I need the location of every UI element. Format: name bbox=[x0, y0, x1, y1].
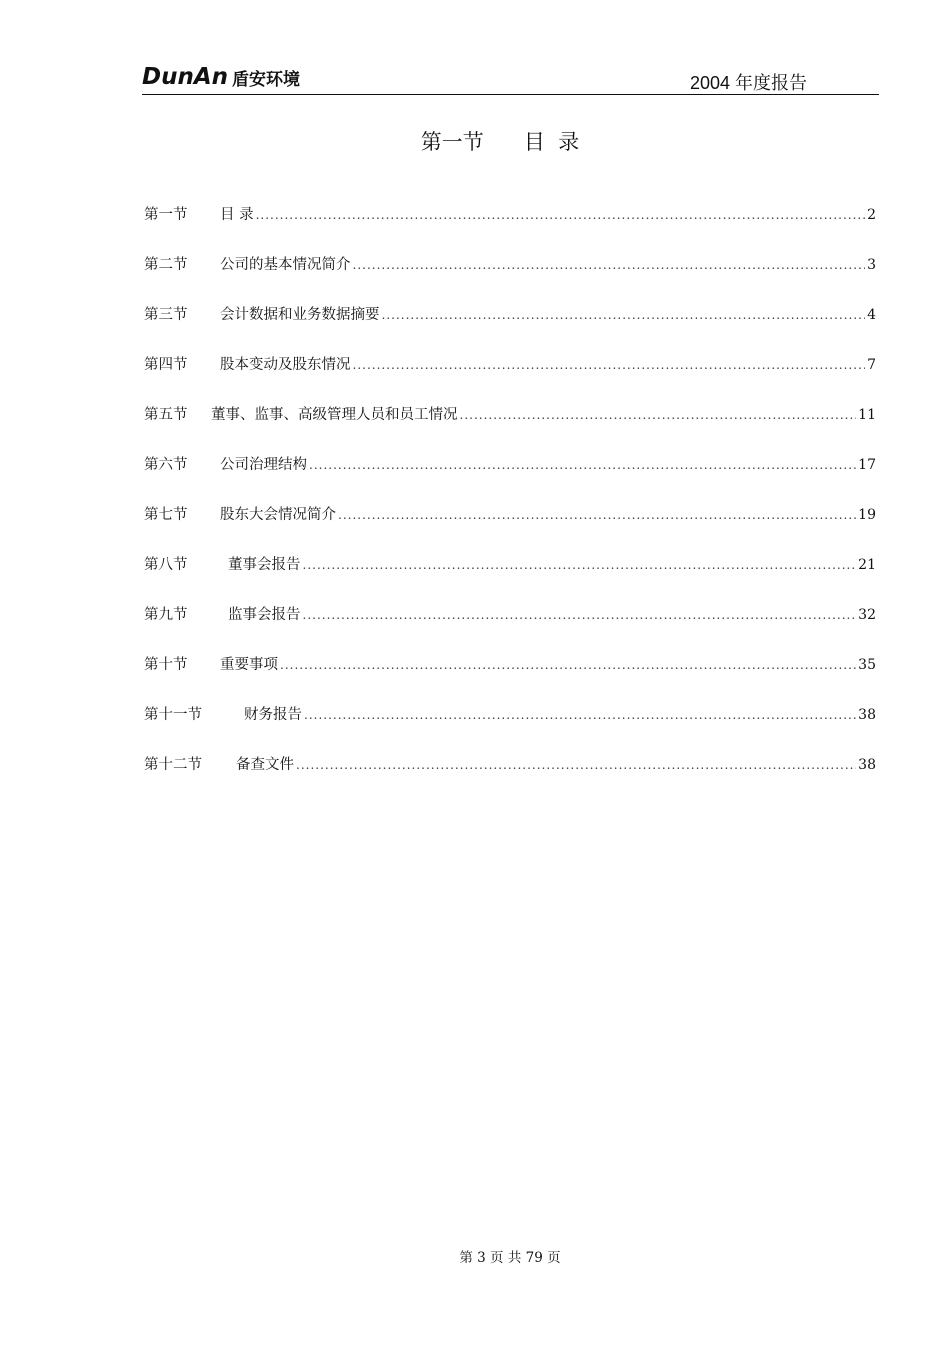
toc-entry[interactable] bbox=[144, 703, 876, 727]
toc-title: 公司的基本情况简介 bbox=[220, 257, 351, 273]
toc-leader-dots bbox=[338, 508, 856, 522]
toc-section: 第六节 bbox=[144, 457, 188, 473]
toc-entry[interactable] bbox=[144, 353, 876, 377]
toc-page-number: 4 bbox=[867, 307, 876, 323]
company-logo bbox=[142, 64, 300, 90]
toc-leader-dots bbox=[256, 208, 865, 222]
toc-title: 财务报告 bbox=[244, 707, 302, 723]
toc-title: 目 录 bbox=[220, 207, 254, 223]
toc-leader-dots bbox=[353, 258, 866, 272]
toc-section: 第八节 bbox=[144, 557, 188, 573]
toc-section: 第五节 bbox=[144, 407, 188, 423]
toc-page-number: 38 bbox=[858, 757, 876, 773]
toc-section: 第七节 bbox=[144, 507, 188, 523]
toc-leader-dots bbox=[303, 608, 857, 622]
toc-page-number: 17 bbox=[858, 457, 876, 473]
toc-leader-dots bbox=[460, 408, 857, 422]
toc-section: 第九节 bbox=[144, 607, 188, 623]
toc-page-number: 11 bbox=[858, 407, 876, 423]
toc-section: 第四节 bbox=[144, 357, 188, 373]
toc-title: 会计数据和业务数据摘要 bbox=[220, 307, 380, 323]
toc-section: 第十二节 bbox=[144, 757, 202, 773]
toc-page-number: 35 bbox=[858, 657, 876, 673]
toc-title: 备查文件 bbox=[236, 757, 294, 773]
toc-entry[interactable] bbox=[144, 403, 876, 427]
toc-title: 董事会报告 bbox=[228, 557, 301, 573]
toc-entry[interactable] bbox=[144, 453, 876, 477]
toc-section: 第十一节 bbox=[144, 707, 202, 723]
toc-leader-dots bbox=[382, 308, 866, 322]
toc-entry[interactable] bbox=[144, 603, 876, 627]
toc-title: 重要事项 bbox=[220, 657, 278, 673]
logo-company-name: 盾安环境 bbox=[232, 69, 301, 90]
toc-leader-dots bbox=[353, 358, 866, 372]
page-header bbox=[142, 62, 879, 95]
toc-page-number: 21 bbox=[858, 557, 876, 573]
page-title bbox=[0, 126, 950, 156]
toc-section: 第十节 bbox=[144, 657, 188, 673]
toc-section: 第一节 bbox=[144, 207, 188, 223]
toc-title: 公司治理结构 bbox=[220, 457, 307, 473]
toc-entry[interactable] bbox=[144, 753, 876, 777]
title-section: 第一节 bbox=[420, 130, 484, 154]
toc-title: 董事、监事、高级管理人员和员工情况 bbox=[211, 407, 458, 423]
toc-entry[interactable] bbox=[144, 303, 876, 327]
toc-entry[interactable] bbox=[144, 203, 876, 227]
toc-page-number: 7 bbox=[867, 357, 876, 373]
toc-title: 监事会报告 bbox=[228, 607, 301, 623]
logo-mark: DunAn bbox=[142, 64, 229, 90]
toc-entry[interactable] bbox=[144, 503, 876, 527]
toc-title: 股东大会情况简介 bbox=[220, 507, 336, 523]
report-title: 2004 年度报告 bbox=[689, 73, 807, 93]
toc-section: 第三节 bbox=[144, 307, 188, 323]
toc-leader-dots bbox=[280, 658, 856, 672]
page-footer: 第 3 页 共 79 页 bbox=[459, 1250, 561, 1266]
toc-page-number: 38 bbox=[858, 707, 876, 723]
toc-section: 第二节 bbox=[144, 257, 188, 273]
toc-page-number: 3 bbox=[867, 257, 876, 273]
toc-page-number: 2 bbox=[867, 207, 876, 223]
toc-entry[interactable] bbox=[144, 253, 876, 277]
toc-entry[interactable] bbox=[144, 653, 876, 677]
toc-leader-dots bbox=[303, 558, 857, 572]
toc-page-number: 32 bbox=[858, 607, 876, 623]
toc-entry[interactable] bbox=[144, 553, 876, 577]
toc-page-number: 19 bbox=[858, 507, 876, 523]
toc-leader-dots bbox=[304, 708, 856, 722]
toc-leader-dots bbox=[309, 458, 856, 472]
toc-leader-dots bbox=[296, 758, 856, 772]
title-name: 目 录 bbox=[523, 130, 580, 154]
toc-title: 股本变动及股东情况 bbox=[220, 357, 351, 373]
